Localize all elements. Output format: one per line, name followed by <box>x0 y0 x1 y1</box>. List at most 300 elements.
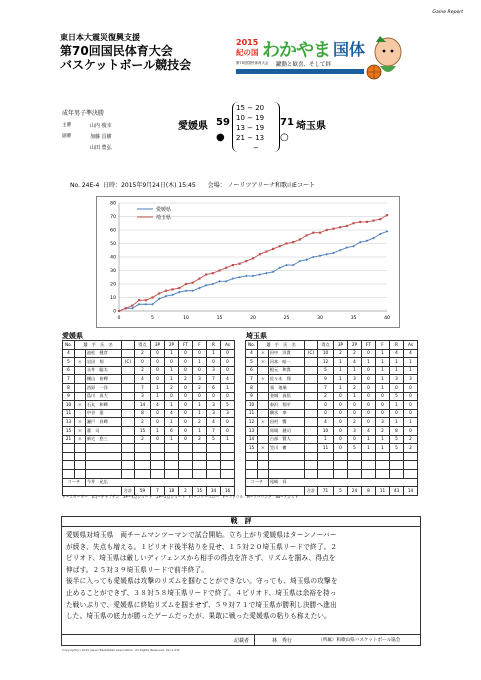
stat-ft: 0 <box>179 358 193 367</box>
stat-p2: 1 <box>165 435 179 444</box>
roster-header-row <box>246 341 418 350</box>
stat-ft: 0 <box>179 426 193 435</box>
empty-cell <box>165 444 179 453</box>
stat-p3: 0 <box>334 409 348 418</box>
player-number: 14 <box>246 435 258 444</box>
stat-ft: 0 <box>362 392 376 401</box>
data-point <box>225 280 228 283</box>
data-point <box>252 275 255 278</box>
stat-p2: 3 <box>348 375 362 384</box>
data-point <box>171 294 174 297</box>
coach-label: コーチ <box>63 478 86 487</box>
data-point <box>125 307 127 309</box>
stat-as: 2 <box>404 444 418 453</box>
empty-cell <box>135 461 151 470</box>
player-number: 9 <box>246 392 258 401</box>
stat-r: 3 <box>390 375 404 384</box>
data-point <box>285 264 288 267</box>
data-point <box>386 214 388 216</box>
empty-cell <box>390 469 404 478</box>
stat-ft: 1 <box>362 435 376 444</box>
stat-as: 0 <box>221 426 235 435</box>
captain-mark <box>122 383 135 392</box>
official-name-2: 加藤 昌樹 <box>90 134 112 140</box>
player-number: 5 <box>63 358 75 367</box>
player-row <box>63 469 235 478</box>
recorder-divider <box>254 635 255 645</box>
recorder-org: （所属）和歌山県バスケットボール協会 <box>318 638 401 643</box>
total-as: 16 <box>221 487 235 496</box>
player-row <box>63 418 235 427</box>
header-no: No. <box>246 341 258 350</box>
starter-mark: ＊ <box>75 426 86 435</box>
empty-cell <box>165 469 179 478</box>
empty-cell <box>348 469 362 478</box>
empty-cell <box>165 452 179 461</box>
player-number: 15 <box>246 444 258 453</box>
empty-cell <box>246 469 258 478</box>
y-tick-label: 0 <box>113 309 116 315</box>
stat-as: 0 <box>221 349 235 358</box>
data-point <box>145 299 147 301</box>
stat-ft: 0 <box>179 349 193 358</box>
stat-ft: 0 <box>179 383 193 392</box>
player-row <box>63 375 235 384</box>
player-number: 6 <box>246 366 258 375</box>
x-tick-label: 25 <box>283 316 290 321</box>
official-role-1: 主審 <box>62 123 72 128</box>
y-tick-label: 20 <box>110 282 116 288</box>
player-number: 6 <box>63 366 75 375</box>
total-label: 合計 <box>305 487 318 496</box>
logo-prefix: 紀の国 <box>236 48 259 57</box>
player-row <box>63 358 235 367</box>
data-point <box>366 240 369 243</box>
stat-p3: 0 <box>151 358 165 367</box>
data-point <box>178 287 180 289</box>
empty-cell <box>318 461 334 470</box>
stat-f: 1 <box>376 444 390 453</box>
player-row <box>246 349 418 358</box>
data-point <box>319 232 321 234</box>
stat-pts: 2 <box>318 392 334 401</box>
stat-f: 2 <box>376 426 390 435</box>
empty-cell <box>151 461 165 470</box>
empty-cell <box>221 452 235 461</box>
empty-cell <box>390 452 404 461</box>
stat-p2: 1 <box>165 375 179 384</box>
stat-p2: 2 <box>165 383 179 392</box>
captain-mark <box>305 392 318 401</box>
player-name: 金城 真悟 <box>268 392 304 401</box>
stat-as: 1 <box>221 435 235 444</box>
stat-pts: 0 <box>318 409 334 418</box>
player-name: 中谷 達 <box>85 409 121 418</box>
player-name: 岩田 翔 <box>85 358 121 367</box>
total-as: 14 <box>404 487 418 496</box>
stat-as: 1 <box>404 418 418 427</box>
stat-p3: 1 <box>151 383 165 392</box>
stat-p3: 0 <box>334 392 348 401</box>
stat-p2: 1 <box>165 418 179 427</box>
stat-pts: 10 <box>318 349 334 358</box>
stat-p3: 0 <box>151 435 165 444</box>
stat-pts: 10 <box>318 426 334 435</box>
stat-as: 0 <box>221 366 235 375</box>
stat-p3: 4 <box>151 401 165 410</box>
stat-r: 8 <box>390 426 404 435</box>
starter-mark <box>75 349 86 358</box>
empty-cell <box>221 469 235 478</box>
stat-p2: 2 <box>348 349 362 358</box>
data-point <box>325 253 328 256</box>
player-row <box>63 426 235 435</box>
x-tick-label: 20 <box>250 316 256 321</box>
stat-ft: 0 <box>362 375 376 384</box>
player-number: 5 <box>246 358 258 367</box>
stat-as: 4 <box>221 375 235 384</box>
stat-as: 4 <box>404 349 418 358</box>
data-point <box>359 221 361 223</box>
data-point <box>192 282 194 284</box>
captain-mark <box>305 401 318 410</box>
empty-cell <box>179 444 193 453</box>
data-point <box>205 273 207 275</box>
stat-p3: 1 <box>334 383 348 392</box>
empty-cell <box>122 469 135 478</box>
empty-cell <box>318 469 334 478</box>
chart-svg <box>97 197 399 327</box>
report-type-label: Game Report <box>432 10 463 15</box>
captain-mark <box>122 366 135 375</box>
total-ft: 2 <box>179 487 193 496</box>
player-name: 張 琅瑞 <box>268 383 304 392</box>
starter-mark <box>75 409 86 418</box>
stat-p3: 0 <box>151 375 165 384</box>
data-point <box>252 257 254 259</box>
player-number: 8 <box>246 383 258 392</box>
data-point <box>312 256 315 259</box>
stat-pts: 14 <box>135 401 151 410</box>
starter-mark: ＊ <box>258 349 269 358</box>
stat-p2: 0 <box>165 392 179 401</box>
empty-cell <box>404 452 418 461</box>
stat-as: 3 <box>221 409 235 418</box>
y-tick-label: 80 <box>110 201 116 207</box>
stat-r: 5 <box>390 444 404 453</box>
empty-cell <box>122 452 135 461</box>
captain-mark <box>305 358 318 367</box>
stat-r: 5 <box>207 435 221 444</box>
review-line: 伸ばす。２５対３９埼玉県リードで前半終了。 <box>66 565 209 574</box>
stat-p3: 1 <box>334 366 348 375</box>
player-row <box>63 383 235 392</box>
total-ft: 8 <box>362 487 376 496</box>
data-point <box>258 273 261 276</box>
data-point <box>118 310 120 312</box>
captain-mark <box>122 418 135 427</box>
starter-mark <box>75 392 86 401</box>
header-col: 得点 <box>318 341 334 350</box>
stat-f: 1 <box>376 358 390 367</box>
player-number: 10 <box>246 401 258 410</box>
stat-pts: 11 <box>318 444 334 453</box>
empty-cell <box>376 461 390 470</box>
data-point <box>332 252 335 255</box>
empty-cell <box>268 461 304 470</box>
stat-as: 0 <box>221 358 235 367</box>
player-number: 10 <box>63 401 75 410</box>
stat-f: 2 <box>193 418 207 427</box>
empty-cell <box>193 461 207 470</box>
quarter-score-4: 21 − 13 <box>236 134 265 142</box>
review-line: た戦いぶりで、愛媛県に終始リズムを掴ませず、５９対７１で埼玉県が勝利し決勝へ進出 <box>66 600 337 609</box>
y-tick-label: 10 <box>110 296 116 302</box>
empty-cell <box>207 461 221 470</box>
stat-r: 1 <box>390 418 404 427</box>
empty-cell <box>75 461 86 470</box>
player-name: 田村 響 <box>268 418 304 427</box>
stat-p3: 0 <box>334 401 348 410</box>
stat-f: 2 <box>193 435 207 444</box>
stat-p2: 2 <box>348 383 362 392</box>
stat-p3: 1 <box>151 392 165 401</box>
player-row <box>246 401 418 410</box>
event-logo <box>236 34 406 86</box>
player-row <box>246 452 418 461</box>
starter-mark: ＊ <box>75 418 86 427</box>
empty-cell <box>75 469 86 478</box>
loser-mark: ● <box>216 132 225 143</box>
empty-cell <box>85 469 121 478</box>
data-point <box>131 305 133 307</box>
empty-cell <box>135 469 151 478</box>
stat-r: 4 <box>390 349 404 358</box>
stat-ft: 0 <box>362 383 376 392</box>
player-name: 笠川 徹 <box>268 444 304 453</box>
stat-r: 1 <box>207 349 221 358</box>
empty-cell <box>362 452 376 461</box>
stat-r: 1 <box>390 366 404 375</box>
starter-mark <box>258 426 269 435</box>
header-col: 得点 <box>135 341 151 350</box>
captain-mark <box>305 418 318 427</box>
stat-pts: 1 <box>318 435 334 444</box>
header-col: As <box>404 341 418 350</box>
match-category: 成年男子準決勝 <box>62 110 105 117</box>
empty-cell <box>75 444 86 453</box>
stat-ft: 0 <box>179 392 193 401</box>
header-col: 3P <box>151 341 165 350</box>
player-name: 泰沢 翔平 <box>268 401 304 410</box>
player-number: 15 <box>63 426 75 435</box>
player-name: 石丸 和輝 <box>85 401 121 410</box>
starter-mark: ＊ <box>258 418 269 427</box>
coach-name: 尾崎 昇 <box>268 478 417 487</box>
stat-ft: 0 <box>179 409 193 418</box>
player-number: 21 <box>63 435 75 444</box>
player-name: 新宅 悠三 <box>85 435 121 444</box>
stat-f: 2 <box>193 383 207 392</box>
starter-mark: ＊ <box>258 375 269 384</box>
stat-p3: 0 <box>151 418 165 427</box>
empty-cell <box>258 461 269 470</box>
stat-r: 1 <box>390 358 404 367</box>
x-tick-label: 40 <box>384 316 390 321</box>
stat-r: 3 <box>207 409 221 418</box>
data-point <box>305 258 308 261</box>
stat-pts: 0 <box>135 358 151 367</box>
header-col: As <box>221 341 235 350</box>
winner-mark: ○ <box>280 132 289 143</box>
player-name: 西原 一洋 <box>85 383 121 392</box>
starter-mark <box>75 375 86 384</box>
stat-as: 0 <box>404 383 418 392</box>
event-title-line2: 第70回国民体育大会 <box>60 44 173 58</box>
total-f: 15 <box>193 487 207 496</box>
player-row <box>246 426 418 435</box>
starter-mark <box>258 366 269 375</box>
player-name: 池松 健彦 <box>85 349 121 358</box>
empty-cell <box>85 452 121 461</box>
official-name-3: 山田 豊弘 <box>90 145 112 151</box>
data-point <box>225 267 227 269</box>
coach-row <box>63 478 235 487</box>
player-name: 駒水 拳 <box>268 409 304 418</box>
stat-ft: 0 <box>179 435 193 444</box>
header-name: 選 手 氏 名 <box>75 341 122 350</box>
stat-r: 0 <box>390 383 404 392</box>
stat-pts: 2 <box>135 349 151 358</box>
data-point <box>245 260 247 262</box>
player-name: 樋山 裕輝 <box>85 375 121 384</box>
stat-f: 1 <box>193 426 207 435</box>
review-line: 止めることができず、３８対５８埼玉県リードで終了。４ピリオド、埼玉県は余裕を持っ <box>66 589 337 597</box>
starter-mark <box>258 383 269 392</box>
data-point <box>373 219 375 221</box>
header-c <box>305 341 318 350</box>
recorder-label: 記載者 <box>234 638 250 644</box>
player-name: 馬場 健司 <box>268 426 304 435</box>
stat-p2: 0 <box>348 401 362 410</box>
stat-f: 0 <box>376 409 390 418</box>
stat-as: 1 <box>404 358 418 367</box>
player-row <box>63 435 235 444</box>
stat-as: 5 <box>221 401 235 410</box>
captain-mark <box>305 435 318 444</box>
empty-cell <box>258 452 269 461</box>
coach-row <box>246 478 418 487</box>
stat-p2: 0 <box>348 409 362 418</box>
stat-p3: 0 <box>151 366 165 375</box>
empty-cell <box>305 452 318 461</box>
data-point <box>265 272 268 275</box>
stat-f: 3 <box>376 418 390 427</box>
empty-cell <box>305 461 318 470</box>
stat-p2: 0 <box>348 435 362 444</box>
player-row <box>246 383 418 392</box>
data-point <box>346 246 349 249</box>
stat-as: 0 <box>404 409 418 418</box>
empty-cell <box>63 461 75 470</box>
review-line: が続き、失点も増える。１ピリオド後半粘りを見せ、１５対２０埼玉県リードで終了。２ <box>66 542 338 551</box>
data-point <box>326 229 328 231</box>
empty-cell <box>85 444 121 453</box>
empty-cell <box>221 461 235 470</box>
total-r: 34 <box>207 487 221 496</box>
header-col: FT <box>179 341 193 350</box>
stat-r: 1 <box>390 401 404 410</box>
stat-as: 1 <box>404 366 418 375</box>
player-row <box>63 409 235 418</box>
stat-pts: 0 <box>318 401 334 410</box>
data-point <box>212 283 215 286</box>
player-row <box>246 366 418 375</box>
player-name: 田中 洋貴 <box>268 349 304 358</box>
header-col: F <box>376 341 390 350</box>
player-row <box>246 409 418 418</box>
player-name: 瀬戸 祥輝 <box>85 418 121 427</box>
data-point <box>379 218 381 220</box>
header-col: 2P <box>348 341 362 350</box>
data-point <box>198 278 200 280</box>
player-name: 島川 真大 <box>85 392 121 401</box>
stat-ft: 0 <box>179 401 193 410</box>
data-point <box>212 272 214 274</box>
player-row <box>246 435 418 444</box>
empty-cell <box>318 452 334 461</box>
empty-cell <box>404 469 418 478</box>
data-point <box>239 263 241 265</box>
header-col: FT <box>362 341 376 350</box>
stat-p3: 0 <box>151 349 165 358</box>
stat-pts: 3 <box>135 392 151 401</box>
empty-cell <box>151 469 165 478</box>
event-title-line1: 東日本大震災復興支援 <box>60 33 140 42</box>
x-tick-label: 35 <box>350 316 357 321</box>
logo-name: わかやま <box>262 40 330 61</box>
recorder-name: 林 秀行 <box>272 638 293 644</box>
data-point <box>339 226 341 228</box>
data-point <box>332 228 334 230</box>
x-tick-label: 5 <box>151 316 154 321</box>
team-b-roster-table <box>245 340 418 496</box>
stat-p3: 0 <box>334 418 348 427</box>
captain-mark <box>122 426 135 435</box>
empty-cell <box>334 469 348 478</box>
stat-pts: 4 <box>318 418 334 427</box>
logo-slogan: 躍動と歓喜、そして絆 <box>276 62 332 68</box>
stat-as: 0 <box>404 392 418 401</box>
player-row <box>246 392 418 401</box>
empty-cell <box>376 452 390 461</box>
stat-p3: 2 <box>334 349 348 358</box>
logo-suffix: 国体 <box>333 40 366 59</box>
team-a-roster-title: 愛媛県 <box>62 332 83 340</box>
empty-cell <box>207 469 221 478</box>
stat-as: 2 <box>404 435 418 444</box>
empty-cell <box>85 461 121 470</box>
stat-as: 0 <box>404 401 418 410</box>
captain-mark <box>305 426 318 435</box>
stat-f: 0 <box>193 349 207 358</box>
stat-f: 1 <box>376 383 390 392</box>
official-role-2: 副審 <box>62 134 72 139</box>
stat-ft: 0 <box>362 401 376 410</box>
quarter-score-1: 15 − 20 <box>236 104 265 112</box>
logo-year: 2015 <box>236 38 259 47</box>
empty-cell <box>63 444 75 453</box>
